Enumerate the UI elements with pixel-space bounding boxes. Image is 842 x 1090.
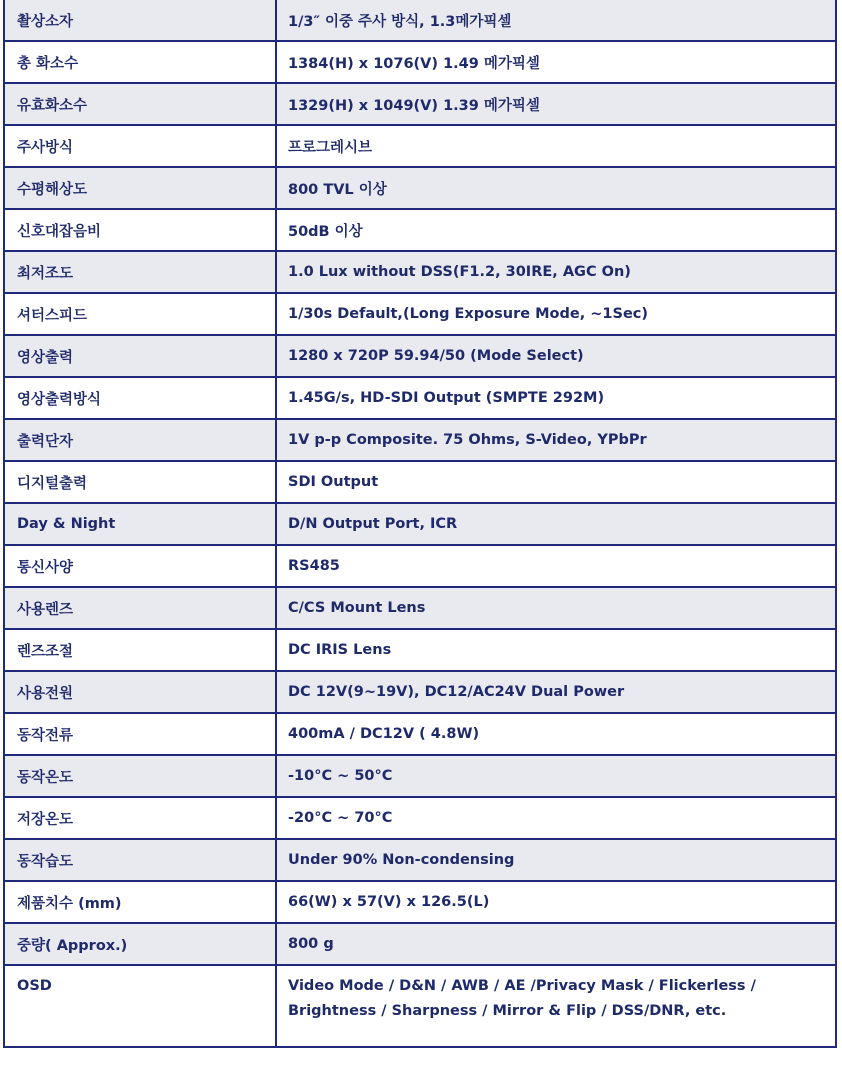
spec-value: 66(W) x 57(V) x 126.5(L) <box>276 881 836 923</box>
spec-row-dimensions <box>4 881 836 923</box>
spec-label-text: OSD <box>17 978 52 994</box>
spec-row-effective-pixels <box>4 83 836 125</box>
spec-row-digital-output <box>4 461 836 503</box>
spec-label: 촬상소자 <box>4 0 276 41</box>
spec-row-lens-control <box>4 629 836 671</box>
spec-row-total-pixels <box>4 41 836 83</box>
spec-value: DC 12V(9~19V), DC12/AC24V Dual Power <box>276 671 836 713</box>
spec-row-min-illumination <box>4 251 836 293</box>
spec-row-operating-temp <box>4 755 836 797</box>
spec-row-lens <box>4 587 836 629</box>
spec-value: 800 TVL 이상 <box>276 167 836 209</box>
spec-label: 최저조도 <box>4 251 276 293</box>
spec-value-line: Video Mode / D&N / AWB / AE /Privacy Mask / Flickerless / <box>288 978 756 994</box>
spec-value: D/N Output Port, ICR <box>276 503 836 545</box>
spec-label: 저장온도 <box>4 797 276 839</box>
spec-value: 400mA / DC12V ( 4.8W) <box>276 713 836 755</box>
spec-value: -10°C ~ 50°C <box>276 755 836 797</box>
spec-value: 1.0 Lux without DSS(F1.2, 30IRE, AGC On) <box>276 251 836 293</box>
spec-label: 동작온도 <box>4 755 276 797</box>
spec-value: Under 90% Non-condensing <box>276 839 836 881</box>
spec-row-video-output <box>4 335 836 377</box>
spec-value: 프로그레시브 <box>276 125 836 167</box>
spec-value <box>276 965 836 1047</box>
spec-row-output-terminal <box>4 419 836 461</box>
spec-value: 50dB 이상 <box>276 209 836 251</box>
spec-value: RS485 <box>276 545 836 587</box>
spec-row-sensor <box>4 0 836 41</box>
spec-value: -20°C ~ 70°C <box>276 797 836 839</box>
spec-row-resolution <box>4 167 836 209</box>
spec-label: 주사방식 <box>4 125 276 167</box>
spec-label: 사용렌즈 <box>4 587 276 629</box>
spec-value: DC IRIS Lens <box>276 629 836 671</box>
spec-row-scanning <box>4 125 836 167</box>
spec-label: Day & Night <box>4 503 276 545</box>
spec-label: 통신사양 <box>4 545 276 587</box>
spec-row-snr <box>4 209 836 251</box>
spec-label: 셔터스피드 <box>4 293 276 335</box>
spec-label: 출력단자 <box>4 419 276 461</box>
spec-row-communication <box>4 545 836 587</box>
spec-row-humidity <box>4 839 836 881</box>
spec-label: 영상출력 <box>4 335 276 377</box>
spec-row-power <box>4 671 836 713</box>
spec-label: 수평해상도 <box>4 167 276 209</box>
spec-value: 1329(H) x 1049(V) 1.39 메가픽셀 <box>276 83 836 125</box>
spec-label: 사용전원 <box>4 671 276 713</box>
spec-label: 동작습도 <box>4 839 276 881</box>
spec-label: 중량( Approx.) <box>4 923 276 965</box>
spec-value: 800 g <box>276 923 836 965</box>
spec-value: 1280 x 720P 59.94/50 (Mode Select) <box>276 335 836 377</box>
spec-value: 1/30s Default,(Long Exposure Mode, ~1Sec) <box>276 293 836 335</box>
spec-value: 1.45G/s, HD-SDI Output (SMPTE 292M) <box>276 377 836 419</box>
spec-label: 동작전류 <box>4 713 276 755</box>
spec-label <box>4 965 276 1047</box>
spec-row-day-night <box>4 503 836 545</box>
spec-value: 1V p-p Composite. 75 Ohms, S-Video, YPbPr <box>276 419 836 461</box>
spec-value: C/CS Mount Lens <box>276 587 836 629</box>
spec-value: 1/3″ 이중 주사 방식, 1.3메가픽셀 <box>276 0 836 41</box>
spec-value: 1384(H) x 1076(V) 1.49 메가픽셀 <box>276 41 836 83</box>
spec-label: 렌즈조절 <box>4 629 276 671</box>
spec-value-line: Brightness / Sharpness / Mirror & Flip / DSS/DNR, etc. <box>288 1003 727 1019</box>
spec-row-video-output-method <box>4 377 836 419</box>
spec-table <box>3 0 837 1048</box>
spec-row-current <box>4 713 836 755</box>
spec-value: SDI Output <box>276 461 836 503</box>
spec-label: 제품치수 (mm) <box>4 881 276 923</box>
spec-label: 신호대잡음비 <box>4 209 276 251</box>
spec-label: 총 화소수 <box>4 41 276 83</box>
spec-label: 디지털출력 <box>4 461 276 503</box>
spec-label: 영상출력방식 <box>4 377 276 419</box>
spec-row-storage-temp <box>4 797 836 839</box>
spec-row-shutter-speed <box>4 293 836 335</box>
spec-row-osd <box>4 965 836 1047</box>
spec-label: 유효화소수 <box>4 83 276 125</box>
spec-row-weight <box>4 923 836 965</box>
